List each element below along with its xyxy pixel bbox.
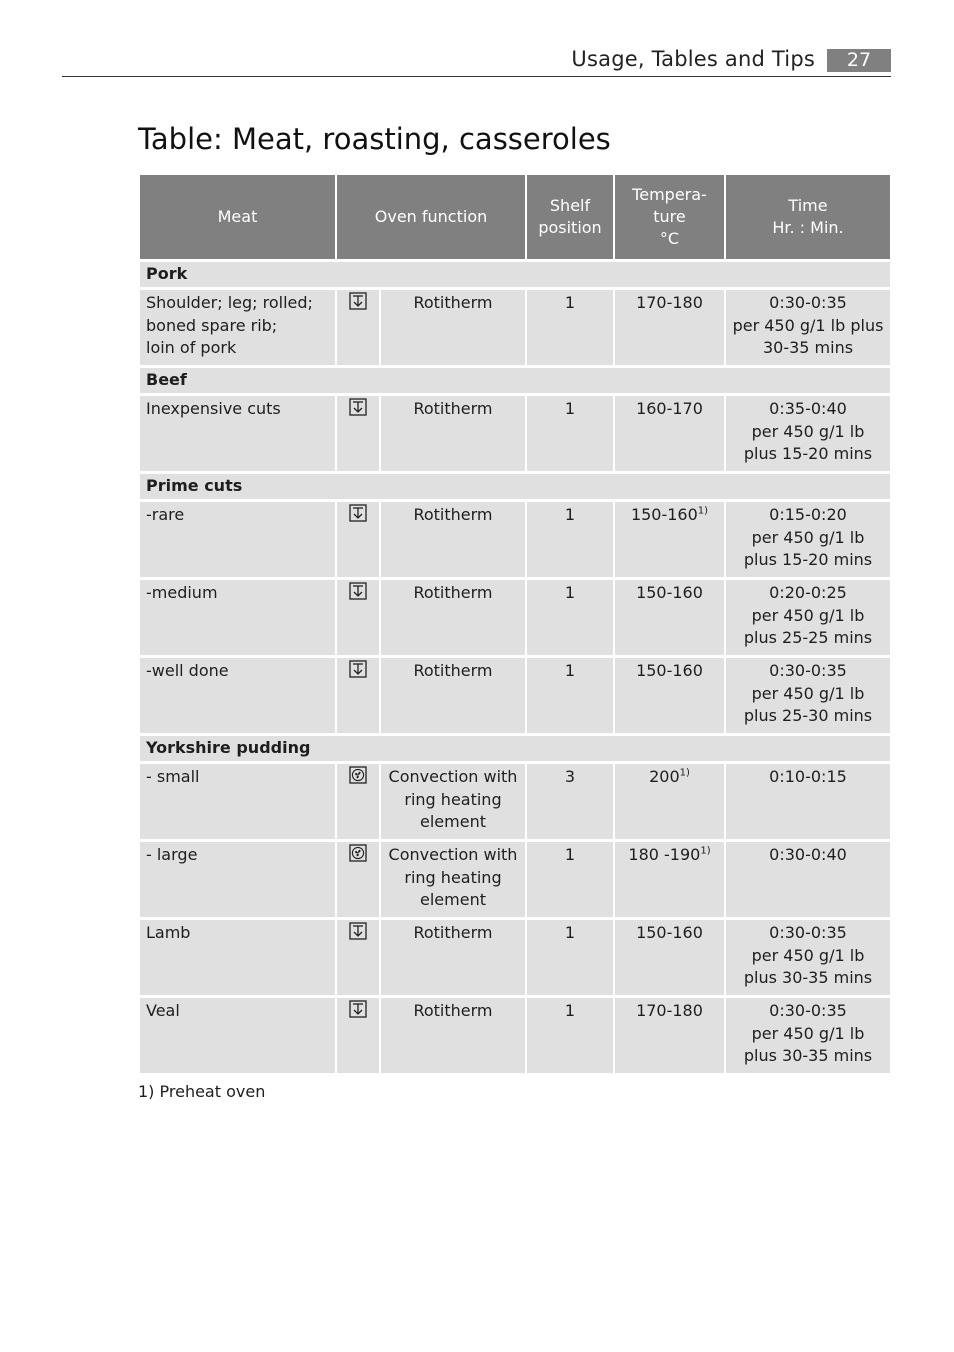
shelf-position-cell: 1 bbox=[527, 658, 613, 733]
time-cell bbox=[726, 998, 890, 1073]
oven-function-line: Rotitherm bbox=[413, 1001, 493, 1020]
meat-line: Shoulder; leg; rolled; bbox=[146, 293, 313, 312]
oven-function-icon-cell bbox=[337, 764, 379, 839]
table-row bbox=[140, 764, 890, 839]
footnote-marker: 1) bbox=[697, 505, 709, 517]
meat-line: - large bbox=[146, 845, 198, 864]
oven-function-icon-cell bbox=[337, 920, 379, 995]
page-number: 27 bbox=[827, 49, 891, 72]
shelf-position-cell: 1 bbox=[527, 920, 613, 995]
shelf-position-cell: 3 bbox=[527, 764, 613, 839]
group-row-pork bbox=[140, 262, 890, 287]
oven-function-line: Rotitherm bbox=[413, 583, 493, 602]
oven-function-cell bbox=[381, 998, 525, 1073]
time-line: plus 25-25 mins bbox=[743, 628, 873, 647]
oven-function-line: element bbox=[420, 890, 486, 909]
table-row bbox=[140, 658, 890, 733]
shelf-position-cell: 1 bbox=[527, 998, 613, 1073]
oven-function-icon-cell bbox=[337, 396, 379, 471]
table-row bbox=[140, 396, 890, 471]
group-row-prime-cuts bbox=[140, 474, 890, 499]
time-line: 30-35 mins bbox=[762, 338, 854, 357]
time-line: per 450 g/1 lb bbox=[751, 421, 865, 441]
temperature-value: 170-180 bbox=[636, 293, 703, 312]
shelf-position-cell: 1 bbox=[527, 290, 613, 365]
oven-function-line: Rotitherm bbox=[413, 923, 493, 942]
oven-function-icon-cell bbox=[337, 290, 379, 365]
oven-function-cell bbox=[381, 658, 525, 733]
temperature-value: 180 -190 bbox=[628, 845, 701, 864]
time-line: plus 25-30 mins bbox=[743, 706, 873, 725]
oven-function-line: Rotitherm bbox=[413, 661, 493, 680]
meat-cell bbox=[140, 580, 335, 655]
temperature-value: 200 bbox=[649, 767, 680, 786]
shelf-position-cell: 1 bbox=[527, 502, 613, 577]
time-line: plus 15-20 mins bbox=[743, 444, 873, 463]
time-line: 0:30-0:35 bbox=[769, 1001, 847, 1020]
group-label: Yorkshire pudding bbox=[140, 736, 890, 761]
oven-function-icon-cell bbox=[337, 842, 379, 917]
section-title: Usage, Tables and Tips bbox=[571, 47, 815, 71]
temperature-value: 170-180 bbox=[636, 1001, 703, 1020]
oven-function-cell bbox=[381, 842, 525, 917]
meat-cell bbox=[140, 502, 335, 577]
temperature-cell bbox=[615, 764, 724, 839]
table-row bbox=[140, 502, 890, 577]
oven-function-line: element bbox=[420, 812, 486, 831]
time-line: plus 15-20 mins bbox=[743, 550, 873, 569]
meat-line: - small bbox=[146, 767, 200, 786]
temperature-cell bbox=[615, 998, 724, 1073]
table-row bbox=[140, 842, 890, 917]
time-line: 0:30-0:40 bbox=[769, 845, 847, 864]
meat-line: loin of pork bbox=[146, 338, 237, 357]
group-label: Beef bbox=[140, 368, 890, 393]
meat-line: -medium bbox=[146, 583, 218, 602]
temperature-cell bbox=[615, 580, 724, 655]
meat-line: -well done bbox=[146, 661, 229, 680]
group-row-yorkshire-pudding bbox=[140, 736, 890, 761]
rotitherm-icon bbox=[349, 1000, 367, 1018]
footnote-marker: 1) bbox=[679, 767, 690, 779]
time-cell bbox=[726, 290, 890, 365]
oven-function-cell bbox=[381, 920, 525, 995]
convection-fan-icon bbox=[349, 766, 367, 784]
oven-function-cell bbox=[381, 290, 525, 365]
temperature-value: 150-160 bbox=[636, 661, 703, 680]
oven-function-line: ring heating bbox=[404, 867, 502, 887]
page-title: Table: Meat, roasting, casseroles bbox=[138, 122, 611, 156]
temperature-value: 150-160 bbox=[630, 505, 698, 524]
meat-cell bbox=[140, 920, 335, 995]
shelf-position-cell: 1 bbox=[527, 396, 613, 471]
oven-function-line: Rotitherm bbox=[413, 293, 493, 312]
table-row bbox=[140, 998, 890, 1073]
table-row bbox=[140, 290, 890, 365]
col-header-shelf-position: Shelf position bbox=[527, 175, 613, 259]
page-header bbox=[62, 46, 891, 77]
oven-function-cell bbox=[381, 502, 525, 577]
time-line: 0:30-0:35 bbox=[769, 293, 847, 312]
temperature-cell bbox=[615, 396, 724, 471]
temperature-cell bbox=[615, 502, 724, 577]
temperature-cell bbox=[615, 842, 724, 917]
time-cell bbox=[726, 580, 890, 655]
oven-function-line: Convection with bbox=[388, 767, 518, 786]
time-line: per 450 g/1 lb plus bbox=[732, 315, 884, 335]
oven-function-icon-cell bbox=[337, 580, 379, 655]
time-line: per 450 g/1 lb bbox=[751, 683, 865, 703]
table-header-row bbox=[140, 175, 890, 259]
rotitherm-icon bbox=[349, 660, 367, 678]
meat-roasting-table bbox=[138, 172, 892, 1076]
footnote-marker: 1) bbox=[700, 845, 711, 857]
meat-line: Inexpensive cuts bbox=[146, 399, 281, 418]
group-label: Pork bbox=[140, 262, 890, 287]
meat-line: Veal bbox=[146, 1001, 180, 1020]
time-line: per 450 g/1 lb bbox=[751, 945, 865, 965]
meat-line: Lamb bbox=[146, 923, 191, 942]
meat-line: -rare bbox=[146, 505, 185, 524]
time-cell bbox=[726, 658, 890, 733]
temperature-cell bbox=[615, 920, 724, 995]
oven-function-cell bbox=[381, 396, 525, 471]
meat-cell bbox=[140, 658, 335, 733]
time-line: 0:30-0:35 bbox=[769, 923, 847, 942]
rotitherm-icon bbox=[349, 922, 367, 940]
table-row bbox=[140, 920, 890, 995]
temperature-cell bbox=[615, 658, 724, 733]
footnote: 1) Preheat oven bbox=[138, 1082, 266, 1101]
time-cell bbox=[726, 920, 890, 995]
col-header-meat: Meat bbox=[140, 175, 335, 259]
time-line: per 450 g/1 lb bbox=[751, 527, 865, 547]
oven-function-line: Rotitherm bbox=[413, 399, 493, 418]
rotitherm-icon bbox=[349, 398, 367, 416]
oven-function-line: Convection with bbox=[388, 845, 518, 864]
temperature-value: 160-170 bbox=[636, 399, 703, 418]
time-line: per 450 g/1 lb bbox=[751, 605, 865, 625]
oven-function-line: ring heating bbox=[404, 789, 502, 809]
shelf-position-cell: 1 bbox=[527, 580, 613, 655]
rotitherm-icon bbox=[349, 582, 367, 600]
oven-function-cell bbox=[381, 764, 525, 839]
oven-function-icon-cell bbox=[337, 998, 379, 1073]
meat-cell bbox=[140, 396, 335, 471]
time-line: 0:35-0:40 bbox=[769, 399, 847, 418]
time-line: 0:20-0:25 bbox=[769, 583, 847, 602]
meat-cell bbox=[140, 764, 335, 839]
oven-function-icon-cell bbox=[337, 658, 379, 733]
col-header-time: Time Hr. : Min. bbox=[726, 175, 890, 259]
shelf-position-cell: 1 bbox=[527, 842, 613, 917]
time-line: 0:30-0:35 bbox=[769, 661, 847, 680]
time-cell bbox=[726, 842, 890, 917]
temperature-value: 150-160 bbox=[636, 583, 703, 602]
time-line: plus 30-35 mins bbox=[743, 1046, 873, 1065]
temperature-cell bbox=[615, 290, 724, 365]
time-line: 0:15-0:20 bbox=[769, 505, 847, 524]
time-line: plus 30-35 mins bbox=[743, 968, 873, 987]
table-row bbox=[140, 580, 890, 655]
rotitherm-icon bbox=[349, 292, 367, 310]
group-label: Prime cuts bbox=[140, 474, 890, 499]
time-line: 0:10-0:15 bbox=[769, 767, 847, 786]
meat-cell bbox=[140, 842, 335, 917]
time-cell bbox=[726, 502, 890, 577]
time-line: per 450 g/1 lb bbox=[751, 1023, 865, 1043]
oven-function-line: Rotitherm bbox=[413, 505, 493, 524]
rotitherm-icon bbox=[349, 504, 367, 522]
convection-fan-icon bbox=[349, 844, 367, 862]
meat-cell bbox=[140, 290, 335, 365]
time-cell bbox=[726, 764, 890, 839]
meat-line: boned spare rib; bbox=[146, 315, 278, 335]
oven-function-icon-cell bbox=[337, 502, 379, 577]
col-header-temperature: Tempera- ture °C bbox=[615, 175, 724, 259]
meat-cell bbox=[140, 998, 335, 1073]
oven-function-cell bbox=[381, 580, 525, 655]
col-header-oven-function: Oven function bbox=[337, 175, 525, 259]
time-cell bbox=[726, 396, 890, 471]
group-row-beef bbox=[140, 368, 890, 393]
temperature-value: 150-160 bbox=[636, 923, 703, 942]
